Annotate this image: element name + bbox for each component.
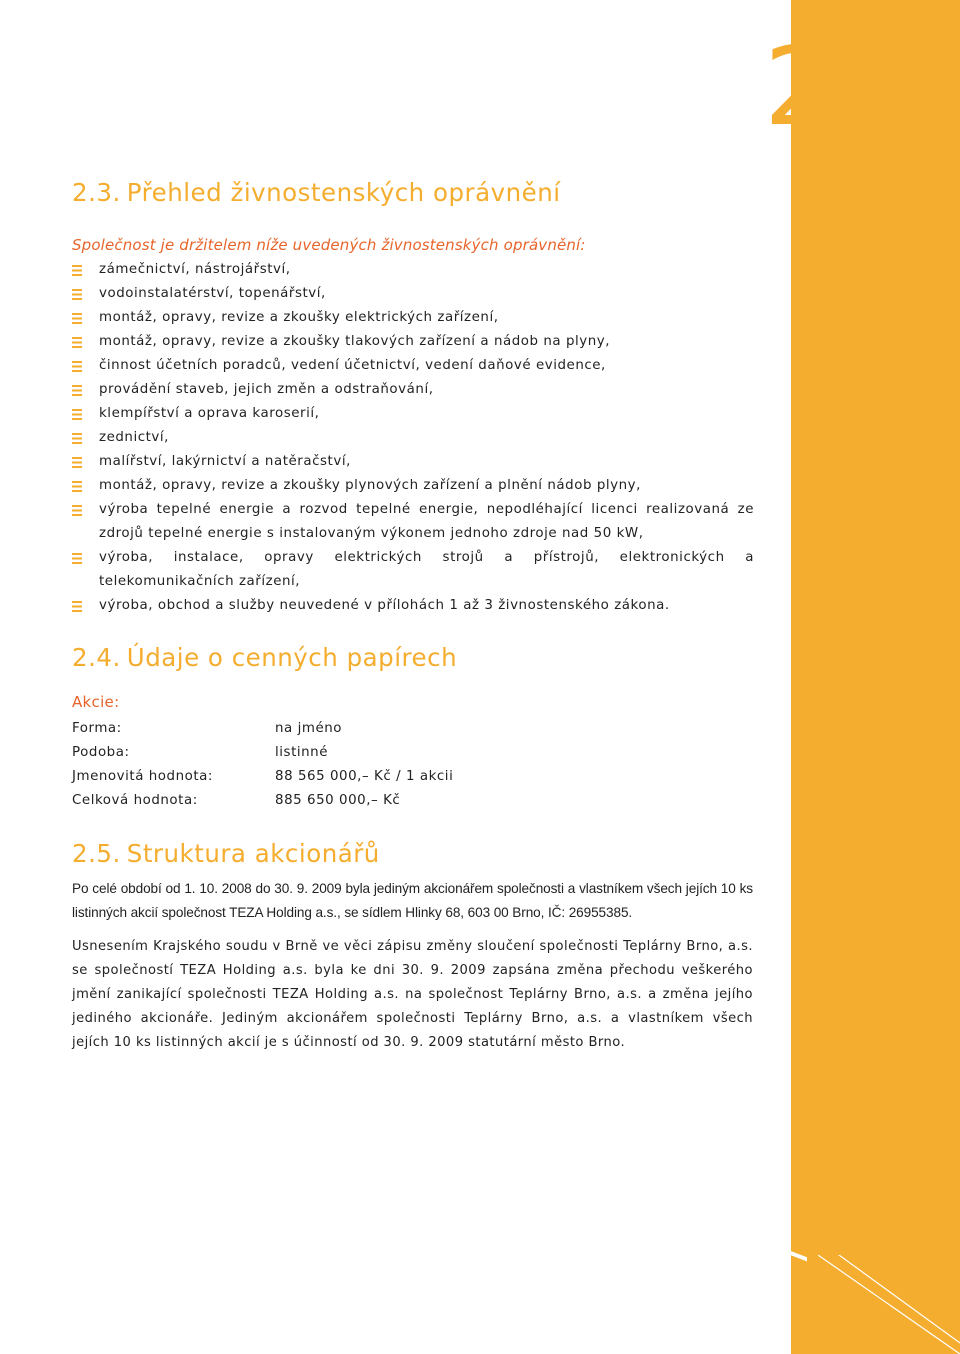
bullet-icon xyxy=(72,409,82,420)
param-label: Jmenovitá hodnota: xyxy=(72,769,213,784)
bullet-icon xyxy=(72,361,82,372)
list-item: zednictví, xyxy=(72,426,754,450)
bullet-icon xyxy=(72,289,82,300)
section-number: 2.3. xyxy=(72,178,121,207)
paragraph-merger: Usnesením Krajského soudu v Brně ve věci zápisu změny sloučení společnosti Teplárny Brno, a.s. se společností TEZA Holding a.s. byla ke dni 30. 9. 2009 zapsána změna přechodu veškerého jmění zanikající společnosti TEZA Holding a.s. na společnost Teplárny Brno, a.s. a změna jejího jediného akcionáře. Jediným akcionářem společnosti Teplárny Brno, a.s. a vlastníkem všech jejích 10 ks listinných akcií je s účinností od 30. 9. 2009 statutární město Brno. xyxy=(72,939,753,1050)
orange-sidebar xyxy=(791,0,960,1354)
bullet-icon xyxy=(72,553,82,564)
licenses-intro: Společnost je držitelem níže uvedených živnostenských oprávnění: xyxy=(72,236,586,254)
bullet-icon xyxy=(72,481,82,492)
share-params xyxy=(72,717,572,813)
section-title: Přehled živnostenských oprávnění xyxy=(126,178,561,207)
param-value: 88 565 000,– Kč / 1 akcii xyxy=(275,769,454,784)
list-item: výroba, obchod a služby neuvedené v přílohách 1 až 3 živnostenského zákona. xyxy=(72,594,754,618)
param-value: listinné xyxy=(275,745,328,760)
paragraph-shareholder: Po celé období od 1. 10. 2008 do 30. 9. 2009 byla jediným akcionářem společnosti a vlastníkem všech jejích 10 ks listinných akcií společnost TEZA Holding a.s., se sídlem Hlinky 68, 603 00 Brno, IČ: 26955385. xyxy=(72,881,753,920)
list-item: montáž, opravy, revize a zkoušky tlakových zařízení a nádob na plyny, xyxy=(72,330,754,354)
section-2-5-heading xyxy=(72,839,380,868)
list-item: malířství, lakýrnictví a natěračství, xyxy=(72,450,754,474)
param-label: Celková hodnota: xyxy=(72,793,198,808)
page-number: 7 xyxy=(771,1243,817,1269)
param-value: na jméno xyxy=(275,721,343,736)
bullet-icon xyxy=(72,265,82,276)
bullet-icon xyxy=(72,385,82,396)
bullet-icon xyxy=(72,313,82,324)
list-item: vodoinstalatérství, topenářství, xyxy=(72,282,754,306)
licenses-list xyxy=(72,258,754,618)
chapter-number: 2 xyxy=(764,25,831,150)
corner-lines-decoration xyxy=(818,1255,960,1354)
param-value: 885 650 000,– Kč xyxy=(275,793,401,808)
bullet-icon xyxy=(72,337,82,348)
list-item: montáž, opravy, revize a zkoušky plynových zařízení a plnění nádob plyny, xyxy=(72,474,754,498)
section-title: Struktura akcionářů xyxy=(126,839,380,868)
section-number: 2.5. xyxy=(72,839,121,868)
param-row xyxy=(72,789,572,813)
section-number: 2.4. xyxy=(72,643,121,672)
param-label: Forma: xyxy=(72,721,122,736)
section-2-3-heading xyxy=(72,178,561,207)
list-item: provádění staveb, jejich změn a odstraňování, xyxy=(72,378,754,402)
param-label: Podoba: xyxy=(72,745,130,760)
list-item: výroba, instalace, opravy elektrických strojů a přístrojů, elektronických a telekomunikačních zařízení, xyxy=(72,546,754,594)
section-title: Údaje o cenných papírech xyxy=(126,643,458,672)
list-item: výroba tepelné energie a rozvod tepelné energie, nepodléhající licenci realizovaná ze zdrojů tepelné energie s instalovaným výkonem jednoho zdroje nad 50 kW, xyxy=(72,498,754,546)
bullet-icon xyxy=(72,601,82,612)
param-row xyxy=(72,765,572,789)
section-2-4-heading xyxy=(72,643,457,672)
bullet-icon xyxy=(72,505,82,516)
list-item: zámečnictví, nástrojářství, xyxy=(72,258,754,282)
list-item: montáž, opravy, revize a zkoušky elektrických zařízení, xyxy=(72,306,754,330)
param-row xyxy=(72,717,572,741)
list-item: činnost účetních poradců, vedení účetnictví, vedení daňové evidence, xyxy=(72,354,754,378)
akcie-subheading: Akcie: xyxy=(72,693,120,711)
bullet-icon xyxy=(72,433,82,444)
param-row xyxy=(72,741,572,765)
list-item: klempířství a oprava karoserií, xyxy=(72,402,754,426)
bullet-icon xyxy=(72,457,82,468)
